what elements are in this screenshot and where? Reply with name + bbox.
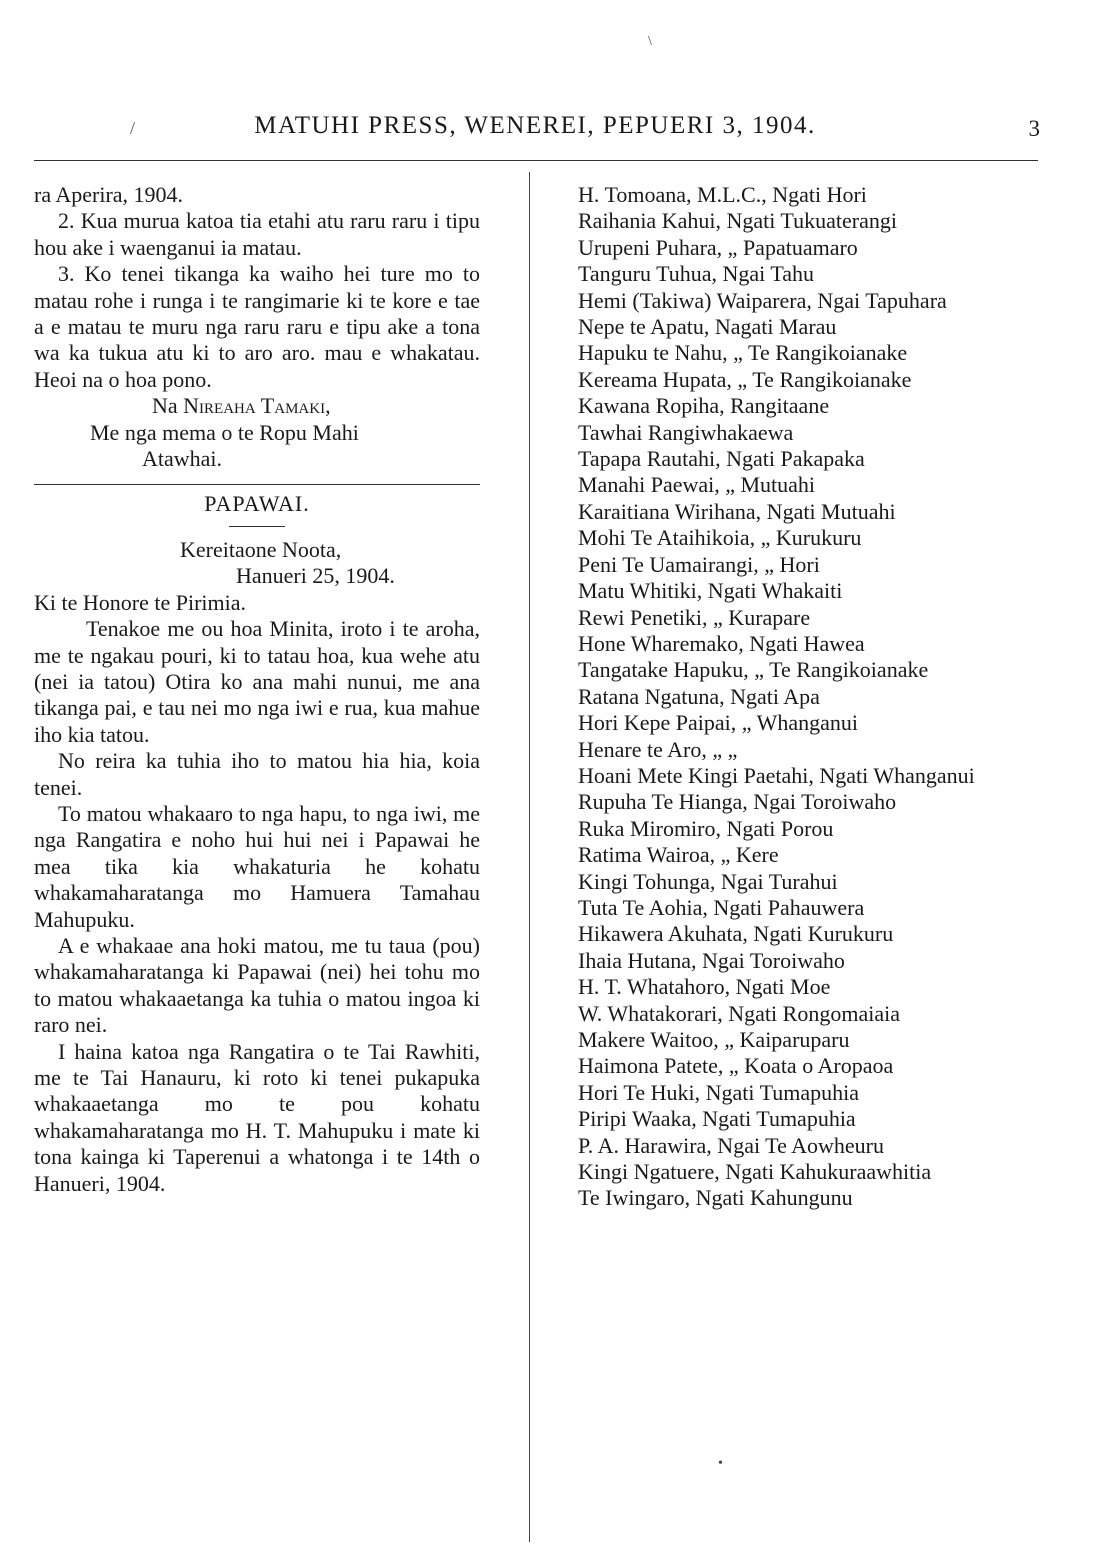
print-speck: \ (648, 34, 652, 49)
dateline-place: Kereitaone Noota, (180, 536, 342, 562)
list-item: W. Whatakorari, Ngati Rongomaiaia (578, 1000, 900, 1026)
short-divider (229, 526, 285, 527)
list-item: Hikawera Akuhata, Ngati Kurukuru (578, 921, 894, 947)
paragraph: To matou whakaaro to nga hapu, to nga iwi, me nga Rangatira e noho hui hui nei i Papawai he mea tika kia whakaturia he kohatu whakamaharatanga mo Hamuera Tamahau Mahupuku. (34, 800, 480, 932)
page-header (30, 104, 1040, 154)
margin-mark: / (130, 118, 136, 138)
list-item: Kingi Tohunga, Ngai Turahui (578, 868, 838, 894)
list-item: Tuta Te Aohia, Ngati Pahauwera (578, 894, 865, 920)
list-item: Piripi Waaka, Ngati Tumapuhia (578, 1106, 856, 1132)
paragraph: 3. Ko tenei tikanga ka waiho hei ture mo to matau rohe i runga i te rangimarie ki te kore e tae a e matau te muru nga raru raru e tipu ake a tona wa ka tukua atu ki to aro aro. mau e whakatau. Heoi na o hoa pono. (34, 261, 480, 392)
signature-prefix: Na (152, 393, 178, 419)
paragraph: No reira ka tuhia iho to matou hia hia, koia tenei. (34, 748, 480, 800)
list-item: Rupuha Te Hianga, Ngai Toroiwaho (578, 789, 897, 815)
print-speck: • (718, 1456, 723, 1471)
list-item: Tawhai Rangiwhakaewa (578, 419, 794, 445)
list-item: Mohi Te Ataihikoia, „ Kurukuru (578, 525, 862, 551)
list-item: Ratima Wairoa, „ Kere (578, 842, 779, 868)
list-item: Urupeni Puhara, „ Papatuamaro (578, 234, 858, 260)
list-item: Matu Whitiki, Ngati Whakaiti (578, 578, 843, 604)
list-item: Peni Te Uamairangi, „ Hori (578, 551, 820, 577)
list-item: Kawana Ropiha, Rangitaane (578, 393, 830, 419)
paragraph: A e whakaae ana hoki matou, me tu taua (pou) whakamaharatanga ki Papawai (nei) hei tohu mo to matou whakaaetanga ka tuhia o matou ingoa ki raro nei. (34, 932, 480, 1038)
signature-line: Atawhai. (142, 446, 223, 472)
list-item: H. Tomoana, M.L.C., Ngati Hori (578, 182, 867, 207)
list-item: Tangatake Hapuku, „ Te Rangikoianake (578, 657, 929, 683)
header-rule (34, 160, 1038, 161)
list-item: Tanguru Tuhua, Ngai Tahu (578, 261, 815, 287)
list-item: Hapuku te Nahu, „ Te Rangikoianake (578, 340, 908, 366)
list-item: Makere Waitoo, „ Kaiparuparu (578, 1027, 850, 1052)
list-item: Haimona Patete, „ Koata o Aropaoa (578, 1053, 894, 1079)
list-item: Hoani Mete Kingi Paetahi, Ngati Whanganui (578, 762, 975, 788)
page-number: 3 (1028, 116, 1040, 141)
signatory-list (578, 182, 1038, 1212)
list-item: Rewi Penetiki, „ Kurapare (578, 604, 811, 630)
list-item: Karaitiana Wirihana, Ngati Mutuahi (578, 498, 896, 524)
list-item: Hemi (Takiwa) Waiparera, Ngai Tapuhara (578, 287, 947, 313)
list-item: Kingi Ngatuere, Ngati Kahukuraawhitia (578, 1159, 932, 1185)
signature-name (152, 393, 480, 419)
salutation: Ki te Honore te Pirimia. (34, 589, 247, 615)
list-item: Ruka Miromiro, Ngati Porou (578, 815, 834, 841)
list-item: Hori Kepe Paipai, „ Whanganui (578, 710, 859, 736)
list-item: Tapapa Rautahi, Ngati Pakapaka (578, 446, 865, 472)
list-item: Hone Wharemako, Ngati Hawea (578, 630, 865, 656)
left-column (34, 182, 480, 1197)
list-item: Manahi Paewai, „ Mutuahi (578, 472, 816, 498)
paragraph: Tenakoe me ou hoa Minita, iroto i te aroha, me te ngakau pouri, ki to tatau hoa, kua wehe atu (nei ia tatou) Otira ko ana mahi nunui, me ana tikanga pai, e tau nei mo nga iwi e rua, kua mahue iho kia tatou. (34, 616, 480, 747)
list-item: Te Iwingaro, Ngati Kahungunu (578, 1185, 853, 1211)
paragraph: ra Aperira, 1904. (34, 182, 184, 207)
list-item: P. A. Harawira, Ngai Te Aowheuru (578, 1132, 884, 1158)
dateline-date: Hanueri 25, 1904. (236, 563, 395, 589)
section-divider (34, 484, 480, 485)
signature-line: Me nga mema o te Ropu Mahi (90, 419, 359, 445)
signatory: Nireaha Tamaki, (183, 393, 331, 419)
paragraph: 2. Kua murua katoa tia etahi atu raru raru i tipu hou ake i waenganui ia matau. (34, 208, 480, 260)
list-item: Kereama Hupata, „ Te Rangikoianake (578, 366, 912, 392)
paragraph: I haina katoa nga Rangatira o te Tai Rawhiti, me te Tai Hanauru, ki roto ki tenei pukapuka whakaaetanga mo te pou kohatu whakamaharatanga mo H. T. Mahupuku i mate ki tona kainga ki Taperenui a whatonga i te 14th o Hanueri, 1904. (34, 1038, 480, 1196)
list-item: Nepe te Apatu, Nagati Marau (578, 314, 837, 340)
list-item: H. T. Whatahoro, Ngati Moe (578, 974, 831, 1000)
section-title: PAPAWAI. (204, 491, 310, 517)
list-item: Raihania Kahui, Ngati Tukuaterangi (578, 208, 897, 234)
list-item: Henare te Aro, „ „ (578, 736, 738, 762)
list-item: Ihaia Hutana, Ngai Toroiwaho (578, 947, 845, 973)
list-item: Ratana Ngatuna, Ngati Apa (578, 683, 820, 709)
list-item: Hori Te Huki, Ngati Tumapuhia (578, 1079, 859, 1105)
column-divider (529, 172, 530, 1542)
newspaper-masthead: MATUHI PRESS, WENEREI, PEPUERI 3, 1904. (254, 112, 816, 139)
